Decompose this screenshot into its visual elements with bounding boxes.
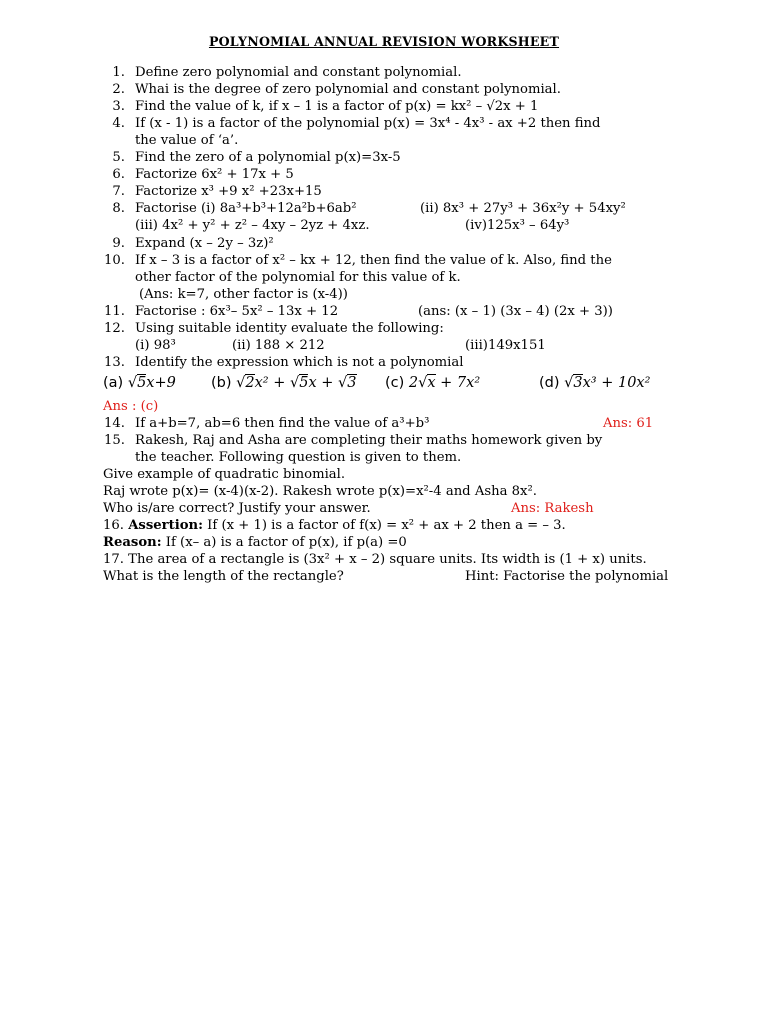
question-15-line4 (103, 483, 723, 500)
question-text: Factorise : 6x³– 5x² – 13x + 12 (135, 304, 339, 319)
assertion-label: Assertion: (128, 518, 203, 533)
question-part-i: Factorise (i) 8a³+b³+12a²b+6ab² (135, 201, 357, 216)
question-15 (103, 432, 723, 449)
question-number: 15. (104, 433, 125, 448)
question-3 (103, 98, 723, 115)
question-text: other factor of the polynomial for this value of k. (135, 270, 461, 285)
question-text: Reason: If (x– a) is a factor of p(x), if p(a) =0 (103, 535, 407, 550)
question-part-iii: (iii) 4x² + y² + z² – 4xy – 2yz + 4xz. (135, 218, 370, 233)
question-number: 14. (104, 416, 125, 431)
question-6 (103, 166, 723, 183)
question-list (103, 64, 723, 585)
question-number: 4. (112, 116, 125, 131)
question-part-ii: (ii) 8x³ + 27y³ + 36x²y + 54xy² (420, 201, 626, 216)
question-10-answer (103, 286, 723, 303)
question-7 (103, 183, 723, 200)
question-number: 13. (104, 355, 125, 370)
question-number: 10. (104, 253, 125, 268)
question-text: Who is/are correct? Justify your answer. (103, 501, 371, 516)
question-text: What is the length of the rectangle? (103, 569, 344, 584)
question-17-cont (103, 568, 723, 585)
question-17 (103, 551, 723, 568)
question-text: Define zero polynomial and constant polynomial. (135, 65, 462, 80)
question-5 (103, 149, 723, 166)
reason-label: Reason: (103, 535, 162, 550)
worksheet-title: POLYNOMIAL ANNUAL REVISION WORKSHEET (208, 34, 560, 49)
question-number: 6. (112, 167, 125, 182)
question-number: 1. (112, 65, 125, 80)
question-12-parts (103, 337, 723, 354)
question-15-line3 (103, 466, 723, 483)
question-text: 17. The area of a rectangle is (3x² + x – 2) square units. Its width is (1 + x) units. (103, 552, 647, 567)
question-text: If a+b=7, ab=6 then find the value of a³+b³ (135, 416, 430, 431)
question-4 (103, 115, 723, 132)
question-number: 8. (112, 201, 125, 216)
question-text: Find the value of k, if x – 1 is a factor of p(x) = kx² – √2x + 1 (135, 99, 539, 114)
option-d: (d) √3x³ + 10x² (539, 375, 651, 391)
question-10-cont (103, 269, 723, 286)
question-16 (103, 517, 723, 534)
question-text: Identify the expression which is not a polynomial (135, 355, 464, 370)
answer-text: Ans: Rakesh (511, 501, 594, 516)
option-b: (b) √2x² + √5x + √3 (211, 375, 357, 391)
question-2 (103, 81, 723, 98)
question-15-cont (103, 449, 723, 466)
question-number: 2. (112, 82, 125, 97)
question-number: 11. (104, 304, 125, 319)
question-15-line5 (103, 500, 723, 517)
question-9 (103, 235, 723, 252)
answer-text: (ans: (x – 1) (3x – 4) (2x + 3)) (418, 304, 613, 319)
question-4-cont (103, 132, 723, 149)
question-part-i: (i) 98³ (135, 338, 176, 353)
question-1 (103, 64, 723, 81)
question-text: Rakesh, Raj and Asha are completing their maths homework given by (135, 433, 603, 448)
question-part-iii: (iii)149x151 (465, 338, 546, 353)
question-13-answer (103, 398, 723, 415)
question-number: 5. (112, 150, 125, 165)
answer-text: Ans: 61 (603, 416, 654, 431)
question-13-options (103, 371, 723, 398)
question-text: the teacher. Following question is given to them. (135, 450, 462, 465)
answer-text: Ans : (c) (103, 399, 159, 414)
question-8 (103, 200, 723, 217)
question-text: Factorize x³ +9 x² +23x+15 (135, 184, 322, 199)
question-10 (103, 252, 723, 269)
option-a: (a) √5x+9 (103, 375, 176, 391)
question-text: 16. Assertion: If (x + 1) is a factor of f(x) = x² + ax + 2 then a = – 3. (103, 518, 566, 533)
question-text: Expand (x – 2y – 3z)² (135, 236, 274, 251)
question-text: If (x - 1) is a factor of the polynomial p(x) = 3x⁴ - 4x³ - ax +2 then find (135, 116, 601, 131)
question-number: 12. (104, 321, 125, 336)
question-text: If x – 3 is a factor of x² – kx + 12, then find the value of k. Also, find the (135, 253, 612, 268)
question-13 (103, 354, 723, 371)
question-part-iv: (iv)125x³ – 64y³ (465, 218, 570, 233)
question-12 (103, 320, 723, 337)
question-14 (103, 415, 723, 432)
question-8-cont (103, 217, 723, 235)
question-11 (103, 303, 723, 320)
question-part-ii: (ii) 188 × 212 (232, 338, 325, 353)
question-text: Whai is the degree of zero polynomial and constant polynomial. (135, 82, 561, 97)
question-text: Give example of quadratic binomial. (103, 467, 346, 482)
question-number: 7. (112, 184, 125, 199)
question-number: 3. (112, 99, 125, 114)
question-number: 9. (112, 236, 125, 251)
question-text: the value of ‘a’. (135, 133, 239, 148)
hint-text: Hint: Factorise the polynomial (465, 569, 669, 584)
question-text: Raj wrote p(x)= (x-4)(x-2). Rakesh wrote p(x)=x²-4 and Asha 8x². (103, 484, 537, 499)
question-text: Find the zero of a polynomial p(x)=3x-5 (135, 150, 401, 165)
question-text: Factorize 6x² + 17x + 5 (135, 167, 294, 182)
option-c: (c) 2√x + 7x² (385, 375, 481, 391)
question-16-reason (103, 534, 723, 551)
question-text: Using suitable identity evaluate the following: (135, 321, 444, 336)
answer-text: (Ans: k=7, other factor is (x-4)) (139, 287, 348, 302)
